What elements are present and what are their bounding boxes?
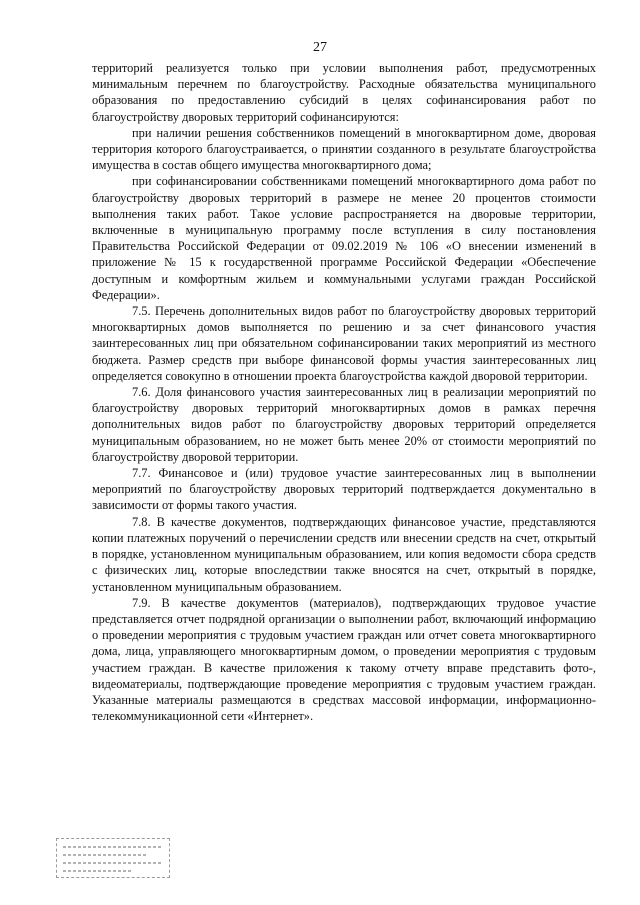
paragraph-cofinancing: при софинансировании собственниками помещений многоквартирного дома работ по благоустройству дворовых территорий в размере не менее 20 процентов стоимости выполнения таких работ. Такое условие распространяется на дворовые территории, включенные в муниципальную программу после вступления в силу постановления Правительства Российской Федерации от 09.02.2019 № 106 «О внесении изменений в приложение № 15 к государственной программе Российской Федерации «Обеспечение доступным и комфортным жильем и коммунальными услугами граждан Российской Федерации». [92, 174, 596, 302]
paragraph-7-6: 7.6. Доля финансового участия заинтересованных лиц в реализации мероприятий по благоустройству дворовых территорий многоквартирных домов в рамках перечня дополнительных видов работ по благоустройству дворовых территорий определяется муниципальным образованием, но не может быть менее 20% от стоимости мероприятий по благоустройству дворовой территории. [92, 385, 596, 464]
paragraph-7-9: 7.9. В качестве документов (материалов), подтверждающих трудовое участие представляется отчет подрядной организации о выполнении работ, включающий информацию о проведении мероприятия с трудовым участием граждан или отчет совета многоквартирного дома, лица, управляющего многоквартирным домом, о проведении мероприятия с трудовым участием граждан. В качестве приложения к такому отчету вправе представить фото-, видеоматериалы, подтверждающие проведение мероприятия с трудовым участием граждан. Указанные материалы размещаются в средствах массовой информации, информационно-телекоммуникационной сети «Интернет». [92, 595, 596, 724]
paragraph-7-7: 7.7. Финансовое и (или) трудовое участие заинтересованных лиц в выполнении мероприятий по благоустройству дворовых территорий подтверждается документально в зависимости от формы такого участия. [92, 466, 596, 513]
paragraph-subsidy-conditions: территорий реализуется только при условии выполнения работ, предусмотренных минимальным перечнем по благоустройству. Расходные обязательства муниципального образования по предоставлению субсидий в целях софинансирования работ по благоустройству дворовых территорий софинансируются: [92, 61, 596, 124]
stamp-faded-lines [63, 846, 163, 878]
document-body [92, 60, 596, 724]
page-number: 27 [313, 40, 327, 55]
document-stamp [56, 838, 170, 878]
paragraph-owners-decision: при наличии решения собственников помещений в многоквартирном доме, дворовая территория которого благоустраивается, о принятии созданного в результате благоустройства имущества в состав общего имущества многоквартирного дома; [92, 125, 596, 173]
paragraph-7-5: 7.5. Перечень дополнительных видов работ по благоустройству дворовых территорий многоквартирных домов выполняется по решению и за счет финансового участия заинтересованных лиц при обязательном софинансировании таких мероприятий из местного бюджета. Размер средств при выборе финансовой формы участия заинтересованных лиц определяется совокупно в отношении проекта благоустройства каждой дворовой территории. [92, 304, 596, 383]
paragraph-7-8: 7.8. В качестве документов, подтверждающих финансовое участие, представляются копии платежных поручений о перечислении средств или внесении средств на счет, открытый в порядке, установленном муниципальным образованием, или копия ведомости сбора средств с физических лиц, которые впоследствии также вносятся на счет, открытый в порядке, установленном муниципальным образованием. [92, 514, 596, 594]
